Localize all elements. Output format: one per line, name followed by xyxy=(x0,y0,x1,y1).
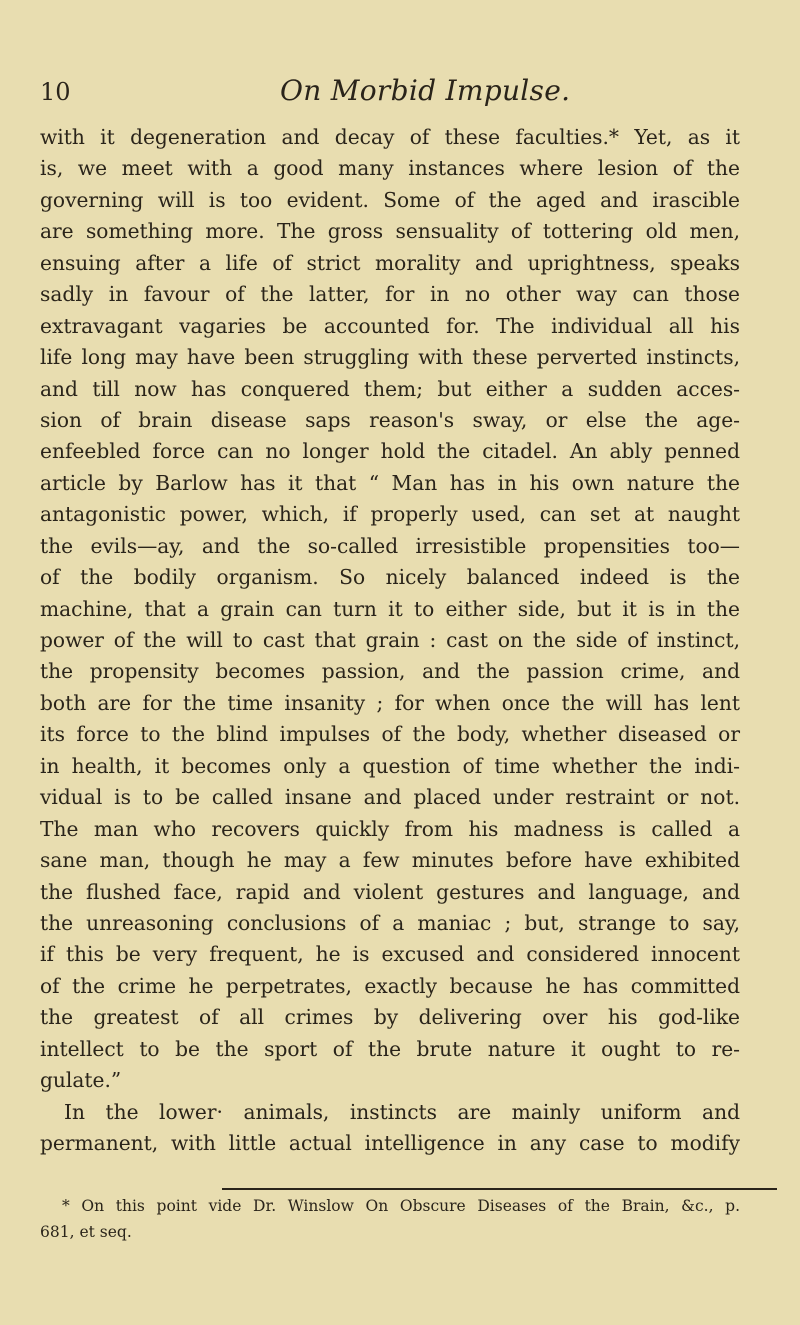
text-line: the flushed face, rapid and violent gestures and language, and xyxy=(40,879,740,904)
text-line: in health, it becomes only a question of time whether the indi- xyxy=(40,753,740,778)
text-line: enfeebled force can no longer hold the citadel. An ably penned xyxy=(40,439,740,464)
footnote-line: * On this point vide Dr. Winslow On Obscure Diseases of the Brain, &c., p. xyxy=(62,1197,740,1215)
text-line: article by Barlow has it that “ Man has in his own nature the xyxy=(40,470,740,495)
footnote-divider xyxy=(222,1188,777,1190)
text-line: gulate.” xyxy=(40,1068,122,1093)
page-number: 10 xyxy=(40,78,71,106)
text-line: The man who recovers quickly from his madness is called a xyxy=(40,816,740,841)
text-line: In the lower· animals, instincts are mainly uniform and xyxy=(64,1099,740,1124)
text-line: of the crime he perpetrates, exactly because he has committed xyxy=(40,973,740,998)
text-line: vidual is to be called insane and placed under restraint or not. xyxy=(40,785,740,810)
footnote xyxy=(40,1193,740,1245)
text-line: permanent, with little actual intelligence in any case to modify xyxy=(40,1131,740,1155)
text-line: with it degeneration and decay of these faculties.* Yet, as it xyxy=(40,125,740,149)
text-line: the unreasoning conclusions of a maniac ; but, strange to say, xyxy=(40,910,740,935)
text-line: the propensity becomes passion, and the passion crime, and xyxy=(40,659,740,684)
text-line: is, we meet with a good many instances where lesion of the xyxy=(40,156,740,181)
text-line: and till now has conquered them; but either a sudden acces- xyxy=(40,376,740,401)
text-line: sion of brain disease saps reason's sway, or else the age- xyxy=(40,407,740,432)
text-line: sane man, though he may a few minutes before have exhibited xyxy=(40,848,740,873)
page-header xyxy=(0,74,800,114)
text-line: if this be very frequent, he is excused and considered innocent xyxy=(40,942,740,967)
text-line: antagonistic power, which, if properly used, can set at naught xyxy=(40,502,740,527)
body-text xyxy=(40,122,740,1159)
text-line: both are for the time insanity ; for when once the will has lent xyxy=(40,690,740,715)
text-line: extravagant vagaries be accounted for. The individual all his xyxy=(40,313,740,338)
text-line: machine, that a grain can turn it to either side, but it is in the xyxy=(40,596,740,621)
footnote-line: 681, et seq. xyxy=(40,1223,132,1241)
text-line: life long may have been struggling with these perverted instincts, xyxy=(40,345,740,370)
text-line: ensuing after a life of strict morality and uprightness, speaks xyxy=(40,250,740,275)
text-line: governing will is too evident. Some of the aged and irascible xyxy=(40,187,740,212)
text-line: the greatest of all crimes by delivering over his god-like xyxy=(40,1005,740,1030)
text-line: of the bodily organism. So nicely balanced indeed is the xyxy=(40,565,740,590)
text-line: its force to the blind impulses of the body, whether diseased or xyxy=(40,722,740,747)
text-line: intellect to be the sport of the brute nature it ought to re- xyxy=(40,1036,740,1061)
running-title: On Morbid Impulse. xyxy=(280,74,571,107)
text-line: are something more. The gross sensuality of tottering old men, xyxy=(40,219,740,244)
text-line: sadly in favour of the latter, for in no other way can those xyxy=(40,282,740,307)
text-line: the evils—ay, and the so-called irresistible propensities too— xyxy=(40,533,740,558)
text-line: power of the will to cast that grain : cast on the side of instinct, xyxy=(40,628,740,652)
